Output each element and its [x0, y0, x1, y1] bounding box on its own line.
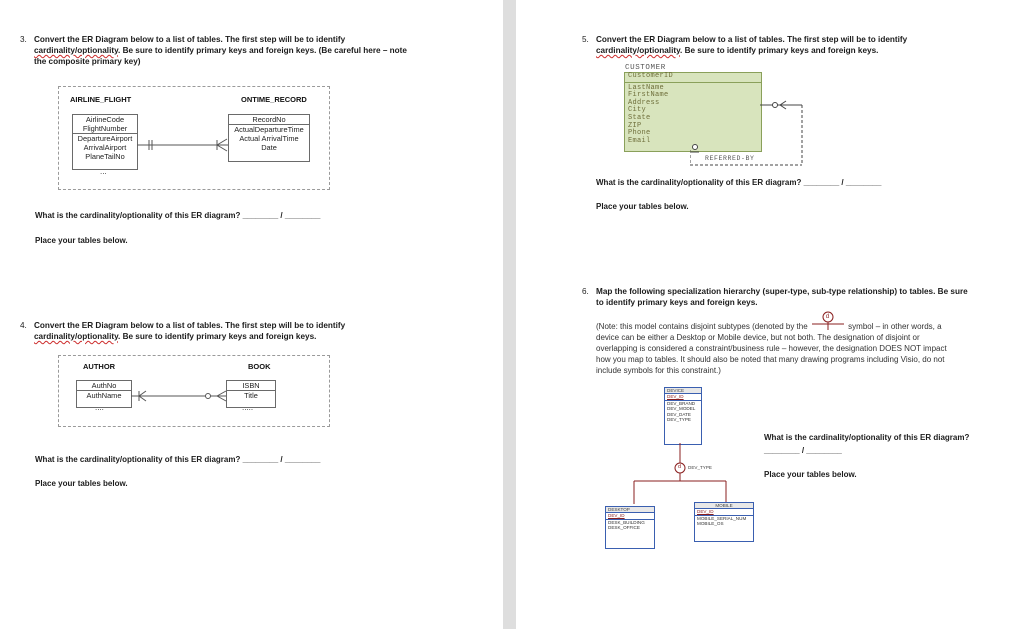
q6-note-line3: overlapping is considered a constraint/business rule – however, the designation DOES NOT impact: [596, 344, 947, 353]
q3-line1: Convert the ER Diagram below to a list of tables. The first step will be to identify: [34, 35, 346, 44]
q3-cardinality-term: cardinality/optionality: [34, 46, 119, 55]
q3-place-tables: Place your tables below.: [35, 236, 128, 245]
q5-relationship-label: REFERRED-BY: [705, 155, 755, 162]
q4-entity1-attr: AuthName: [86, 391, 122, 400]
q6-desktop-pk: DEV_ID: [606, 513, 654, 519]
q6-note-symbol-letter: d: [825, 314, 830, 320]
q3-entity2-title: ONTIME_RECORD: [241, 95, 307, 104]
q4-line2: [34, 331, 494, 342]
q3-entity2-attr: ActualDepartureTime: [234, 125, 304, 134]
q5-number: 5.: [582, 35, 589, 44]
q3-line2: [34, 45, 494, 56]
q6-note-line5: include symbols for this constraint.): [596, 366, 721, 375]
q3-line2-rest: . Be sure to identify primary keys and foreign keys. (Be careful here – note: [118, 46, 407, 55]
q6-disc-symbol: d: [678, 464, 682, 470]
q4-cardinality-term: cardinality/optionality: [34, 332, 119, 341]
q5-cardinality-term: cardinality/optionality: [596, 46, 681, 55]
q6-device-attr: DEV_TYPE: [667, 417, 691, 423]
q5-entity-attr: City: [628, 106, 647, 115]
q4-line2-rest: . Be sure to identify primary keys and foreign keys.: [118, 332, 317, 341]
q6-number: 6.: [582, 287, 589, 296]
q4-question: What is the cardinality/optionality of this ER diagram? ________ / ________: [35, 455, 321, 464]
q3-entity1-title: AIRLINE_FLIGHT: [70, 95, 132, 104]
q6-mobile-attr: MOBILE_SERIAL_NUM: [697, 515, 747, 521]
q6-question-line2: ________ / ________: [764, 446, 842, 455]
q6-hierarchy-connector: [630, 443, 730, 505]
q3-prompt: [20, 34, 494, 67]
page-gutter: [503, 0, 516, 629]
q6-desktop-entity: [605, 506, 655, 549]
q5-entity-pk: CustomerID: [625, 73, 761, 83]
q4-line1: Convert the ER Diagram below to a list of tables. The first step will be to identify: [34, 321, 346, 330]
q6-desktop-attr: DESK_BUILDING: [608, 519, 645, 525]
q5-question: What is the cardinality/optionality of this ER diagram? ________ / ________: [596, 178, 882, 187]
q5-entity-attr: State: [628, 113, 651, 122]
q6-mobile-entity: [694, 502, 754, 542]
q4-entity2-more: .....: [242, 403, 254, 412]
q6-disc-label: DEV_TYPE: [688, 465, 712, 470]
q4-prompt: [20, 320, 494, 342]
q6-device-title: DEVICE: [665, 388, 701, 394]
q4-entity2-attr: Title: [244, 391, 258, 400]
q6-place-tables: Place your tables below.: [764, 470, 857, 479]
q6-desktop-title: DESKTOP: [606, 507, 654, 513]
q5-entity-attr: ZIP: [628, 121, 642, 130]
q5-entity-attr: Address: [628, 98, 660, 107]
q5-entity-attr: LastName: [628, 83, 665, 92]
q4-place-tables: Place your tables below.: [35, 479, 128, 488]
q3-line3: the composite primary key): [34, 57, 141, 66]
q6-question-line1: What is the cardinality/optionality of this ER diagram?: [764, 433, 970, 442]
q6-note: [596, 314, 1006, 376]
q3-entity1-attr: AirlineCode: [85, 115, 125, 124]
q3-relationship-line: [137, 138, 229, 154]
q3-entity1-attr: ArrivalAirport: [83, 143, 127, 152]
q5-line2-rest: . Be sure to identify primary keys and foreign keys.: [680, 46, 879, 55]
q5-place-tables: Place your tables below.: [596, 202, 689, 211]
q3-entity1-box: [72, 114, 138, 170]
q3-entity1-attr: PlaneTailNo: [85, 152, 125, 161]
q4-entity2-pk: ISBN: [227, 381, 275, 391]
q6-mobile-pk: DEV_ID: [695, 509, 753, 515]
q3-entity2-pk: RecordNo: [229, 115, 309, 125]
q6-device-entity: [664, 387, 702, 445]
q6-device-attr: DEV_BRAND: [667, 400, 696, 406]
q6-note-line1: [596, 314, 1006, 332]
q6-note-line2: device can be either a Desktop or Mobile device, but not both. The designation of disjoint or: [596, 333, 920, 342]
q5-prompt: [582, 34, 1016, 56]
q4-entity1-pk: AuthNo: [77, 381, 131, 391]
q4-entity1-more: ....: [95, 403, 104, 412]
q4-number: 4.: [20, 321, 27, 330]
q6-device-attr: DEV_DATE: [667, 411, 691, 417]
q6-mobile-title: MOBILE: [695, 503, 753, 509]
q6-prompt: [582, 286, 1016, 308]
q3-number: 3.: [20, 35, 27, 44]
q3-question: What is the cardinality/optionality of this ER diagram? ________ / ________: [35, 211, 321, 220]
q6-note-start: (Note: this model contains disjoint subtypes (denoted by the: [596, 322, 808, 331]
q5-entity-attr: Phone: [628, 129, 651, 138]
q4-entity1-title: AUTHOR: [83, 362, 116, 371]
q3-entity1-more: ...: [100, 167, 107, 176]
q4-entity1-box: [76, 380, 132, 408]
q3-entity1-attr: DepartureAirport: [77, 134, 133, 143]
q6-line2: to identify primary keys and foreign keys.: [596, 298, 758, 307]
q6-device-pk: DEV_ID: [665, 394, 701, 400]
q6-line1: Map the following specialization hierarchy (super-type, sub-type relationship) to tables. Be sure: [596, 287, 968, 296]
q5-entity-title: CUSTOMER: [625, 64, 666, 72]
q6-note-rest: symbol – in other words, a: [848, 322, 942, 331]
q5-line2: [596, 45, 1016, 56]
q5-entity-attr: Email: [628, 136, 651, 145]
q6-desktop-attr: DESK_OFFICE: [608, 525, 640, 531]
q3-entity1-pk-section: [73, 115, 137, 134]
q6-note-line4: how you map to tables. It should also be noted that many drawing programs including Visio, do not: [596, 355, 945, 364]
q3-entity1-attr: FlightNumber: [82, 124, 128, 133]
q4-relationship-line: [131, 389, 227, 403]
q4-entity2-title: BOOK: [248, 362, 271, 371]
q5-entity-attr: FirstName: [628, 91, 669, 100]
q3-entity2-box: [228, 114, 310, 162]
q3-entity2-attr: Actual ArrivalTime: [239, 134, 299, 143]
q5-line1: Convert the ER Diagram below to a list of tables. The first step will be to identify: [596, 35, 908, 44]
q6-device-attr: DEV_MODEL: [667, 406, 696, 412]
q6-disjoint-symbol: [810, 314, 846, 329]
q3-entity2-attr: Date: [261, 143, 277, 152]
q6-mobile-attr: MOBILE_OS: [697, 521, 724, 527]
